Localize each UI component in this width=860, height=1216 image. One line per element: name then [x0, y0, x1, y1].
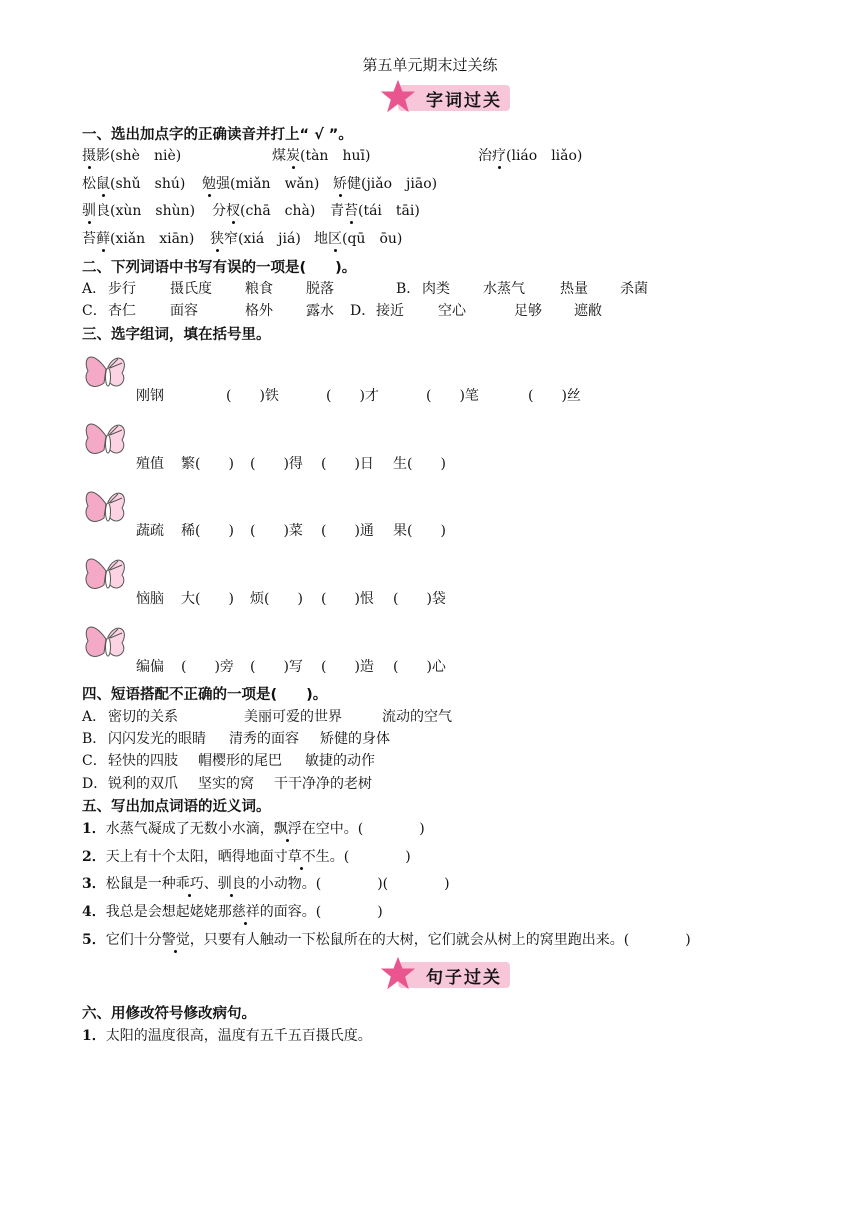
page-title: 第五单元期末过关练 [362, 56, 498, 74]
q1-item: 驯良(xùn shùn) [82, 203, 196, 219]
q3-blank[interactable]: ( )丝 [528, 388, 581, 404]
section-banner-sentences [384, 959, 512, 991]
q4-phrase: 流动的空气 [382, 709, 452, 725]
q3-heading: 三、选字组词，填在括号里。 [82, 327, 271, 343]
q3-char-pair: 编偏 [136, 659, 164, 675]
q3-blank[interactable]: ( )才 [326, 388, 379, 404]
q2-word: 脱落 [306, 281, 334, 297]
q4-phrase: 锐利的双爪 [108, 776, 178, 792]
butterfly-icon [82, 619, 132, 669]
q2-word: 杀菌 [620, 281, 648, 297]
q4-option-label: A． [82, 709, 107, 725]
q2-word: 粮食 [245, 281, 273, 297]
q3-blank[interactable]: ( )造 [321, 659, 374, 675]
q3-blank[interactable]: ( )笔 [426, 388, 479, 404]
q4-phrase: 轻快的四肢 [108, 753, 178, 769]
section-banner-words [384, 82, 512, 114]
q2-word: 摄氏度 [170, 281, 212, 297]
q3-blank[interactable]: ( )铁 [226, 388, 279, 404]
q2-word: 水蒸气 [483, 281, 525, 297]
q1-item: 苔藓(xiǎn xiān) [82, 231, 195, 247]
q2-option-c-label: C． [82, 303, 107, 319]
q4-phrase: 美丽可爱的世界 [244, 709, 342, 725]
q4-phrase: 干干净净的老树 [274, 776, 372, 792]
q4-phrase: 闪闪发光的眼睛 [108, 731, 206, 747]
q1-item: 青苔(tái tāi) [330, 203, 420, 219]
q2-word: 步行 [108, 281, 136, 297]
star-icon [380, 955, 416, 991]
q3-blank[interactable]: 烦( ) [250, 591, 303, 607]
butterfly-icon [82, 484, 132, 534]
q2-word: 杏仁 [108, 303, 136, 319]
q3-blank[interactable]: ( )旁 [181, 659, 234, 675]
q3-char-pair: 恼脑 [136, 591, 164, 607]
q2-word: 足够 [514, 303, 542, 319]
q5-item: 4．我总是会想起姥姥那慈祥的面容。( ) [82, 904, 383, 920]
q1-item: 煤炭(tàn huī) [272, 148, 371, 164]
q3-blank[interactable]: ( )日 [321, 456, 374, 472]
q4-phrase: 坚实的窝 [198, 776, 254, 792]
q1-item: 松鼠(shǔ shú) [82, 176, 186, 192]
q3-blank[interactable]: ( )得 [250, 456, 303, 472]
butterfly-icon [82, 551, 132, 601]
q2-word: 肉类 [422, 281, 450, 297]
q4-option-label: D． [82, 776, 108, 792]
q2-word: 接近 [376, 303, 404, 319]
q5-heading: 五、写出加点词语的近义词。 [82, 799, 271, 815]
q1-item: 地区(qū ōu) [314, 231, 403, 247]
q1-item: 分杈(chā chà) [212, 203, 316, 219]
q2-word: 遮敝 [574, 303, 602, 319]
q1-item: 勉强(miǎn wǎn) [202, 176, 320, 192]
q4-heading: 四、短语搭配不正确的一项是( )。 [82, 687, 328, 703]
q4-phrase: 敏捷的动作 [305, 753, 375, 769]
q3-blank[interactable]: ( )心 [393, 659, 446, 675]
butterfly-icon [82, 349, 132, 399]
q3-blank[interactable]: ( )袋 [393, 591, 446, 607]
q2-option-d-label: D． [350, 303, 376, 319]
q6-heading: 六、用修改符号修改病句。 [82, 1006, 256, 1022]
q4-phrase: 矫健的身体 [320, 731, 390, 747]
q4-option-label: C． [82, 753, 107, 769]
q3-blank[interactable]: 生( ) [393, 456, 446, 472]
q1-item: 狭窄(xiá jiá) [210, 231, 301, 247]
q5-item: 1．水蒸气凝成了无数小水滴，飘浮在空中。( ) [82, 821, 425, 837]
q2-heading: 二、下列词语中书写有误的一项是( )。 [82, 260, 357, 276]
q2-option-a-label: A． [82, 281, 107, 297]
q1-item: 治疗(liáo liǎo) [478, 148, 583, 164]
q3-char-pair: 刚钢 [136, 388, 164, 404]
q6-item: 1．太阳的温度很高，温度有五千五百摄氏度。 [82, 1028, 372, 1044]
q2-word: 露水 [306, 303, 334, 319]
banner-label: 字词过关 [426, 91, 502, 111]
q3-char-pair: 蔬疏 [136, 523, 164, 539]
q1-item: 矫健(jiǎo jiāo) [333, 176, 438, 192]
q2-word: 热量 [560, 281, 588, 297]
q3-blank[interactable]: ( )恨 [321, 591, 374, 607]
star-icon [380, 78, 416, 114]
q3-blank[interactable]: ( )通 [321, 523, 374, 539]
q5-item: 5．它们十分警觉，只要有人触动一下松鼠所在的大树，它们就会从树上的窝里跑出来。( ) [82, 932, 691, 948]
q2-word: 面容 [170, 303, 198, 319]
q1-item: 摄影(shè niè) [82, 148, 182, 164]
q5-item: 3．松鼠是一种乖巧、驯良的小动物。( )( ) [82, 876, 450, 892]
q3-blank[interactable]: 稀( ) [181, 523, 234, 539]
q3-blank[interactable]: ( )写 [250, 659, 303, 675]
butterfly-icon [82, 416, 132, 466]
banner-label: 句子过关 [426, 968, 502, 988]
q4-option-label: B． [82, 731, 107, 747]
q3-blank[interactable]: 繁( ) [181, 456, 234, 472]
q2-option-b-label: B． [396, 281, 421, 297]
q5-item: 2．天上有十个太阳，晒得地面寸草不生。( ) [82, 849, 411, 865]
q3-blank[interactable]: ( )菜 [250, 523, 303, 539]
q4-phrase: 清秀的面容 [229, 731, 299, 747]
q4-phrase: 密切的关系 [108, 709, 178, 725]
q4-phrase: 帽樱形的尾巴 [198, 753, 282, 769]
q3-char-pair: 殖值 [136, 456, 164, 472]
q3-blank[interactable]: 果( ) [393, 523, 446, 539]
q3-blank[interactable]: 大( ) [181, 591, 234, 607]
q2-word: 空心 [438, 303, 466, 319]
q2-word: 格外 [245, 303, 273, 319]
q1-heading: 一、选出加点字的正确读音并打上“ √ ”。 [82, 127, 353, 143]
